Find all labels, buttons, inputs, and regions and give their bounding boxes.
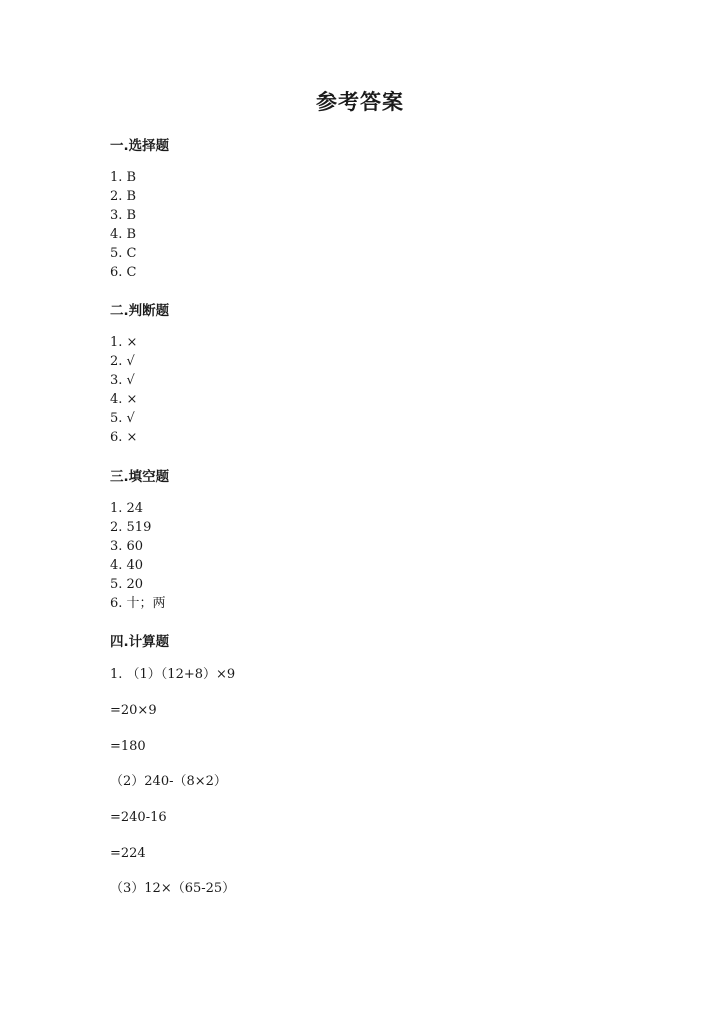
answer-item: 1. 24 — [110, 501, 144, 516]
calc-line: =180 — [110, 739, 146, 754]
page-title: 参考答案 — [316, 89, 404, 114]
section-heading-fill: 三.填空题 — [110, 469, 170, 485]
calc-line: =20×9 — [110, 703, 157, 718]
answer-item: 2. 519 — [110, 520, 152, 535]
calc-line: =240-16 — [110, 810, 167, 825]
answer-item: 1. B — [110, 170, 137, 185]
calc-line: 1. （1）（12+8）×9 — [110, 667, 236, 682]
section-heading-choice: 一.选择题 — [110, 138, 170, 154]
calc-line: =224 — [110, 846, 146, 861]
answer-item: 3. 60 — [110, 539, 144, 554]
answer-item: 1. × — [110, 335, 138, 350]
answer-item: 2. B — [110, 189, 137, 204]
answer-item: 5. √ — [110, 411, 135, 426]
answer-item: 4. × — [110, 392, 138, 407]
answer-item: 2. √ — [110, 354, 135, 369]
answer-item: 6. 十；两 — [110, 596, 166, 611]
calc-line: （2）240-（8×2） — [110, 774, 227, 789]
answer-item: 3. B — [110, 208, 137, 223]
answer-item: 5. C — [110, 246, 137, 261]
answer-item: 4. B — [110, 227, 137, 242]
answer-item: 4. 40 — [110, 558, 144, 573]
answer-item: 3. √ — [110, 373, 135, 388]
section-heading-judge: 二.判断题 — [110, 303, 170, 319]
answer-item: 6. C — [110, 265, 137, 280]
section-heading-calc: 四.计算题 — [110, 634, 170, 650]
answer-item: 6. × — [110, 430, 138, 445]
answer-item: 5. 20 — [110, 577, 144, 592]
calc-line: （3）12×（65-25） — [110, 881, 236, 896]
